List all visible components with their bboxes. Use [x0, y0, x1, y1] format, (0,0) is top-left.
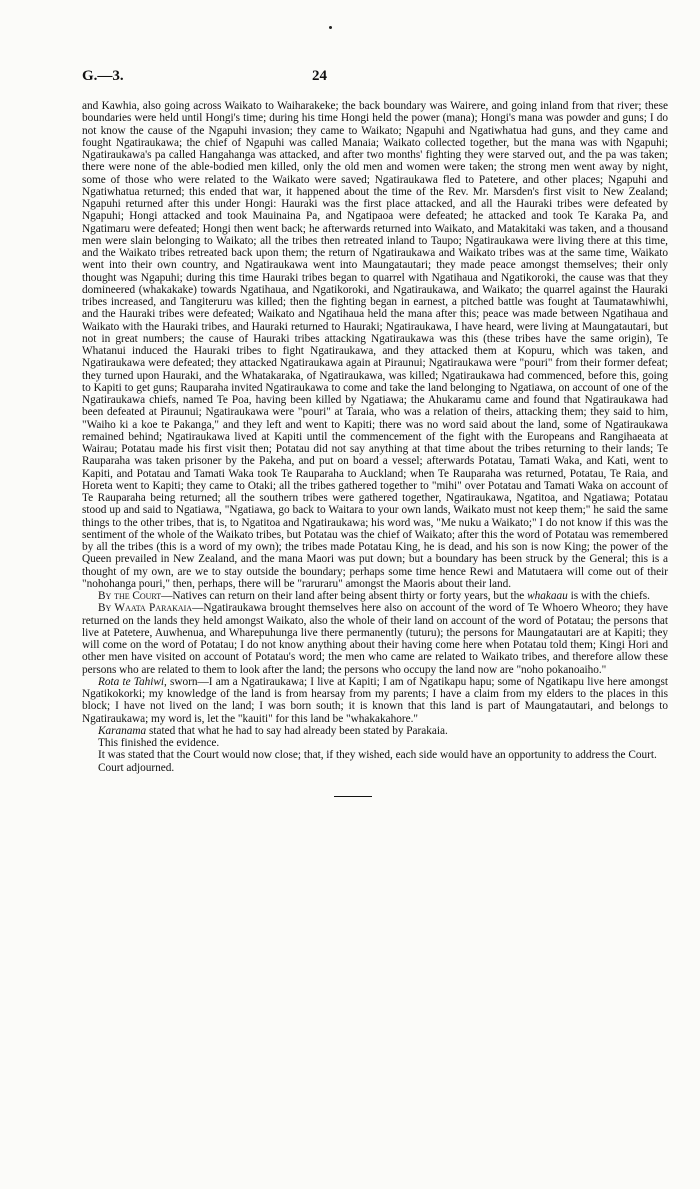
page-mark	[329, 26, 332, 29]
page-header	[82, 68, 666, 90]
speaker-court: By the Court	[98, 590, 162, 602]
paragraph-parakaia-statement	[82, 602, 668, 676]
court-statement-end: is with the chiefs.	[567, 590, 650, 602]
document-body	[82, 100, 668, 774]
tahiwi-testimony-text: , sworn—I am a Ngatiraukawa; I live at Kapiti; I am of Ngatikapu hapu; some of Ngatikapu live here amongst Ngatikokorki; my knowledge of the land is from hearsay from my parents; I have a claim from my elders to the places in this block; I have not lived on the land; I was born south; it is known that this land is part of Maungatautari, and belongs to Ngatiraukawa; my word is, let the "kauiti" for this land be "whakakahore."	[82, 675, 668, 725]
court-statement-text: —Natives can return on their land after being absent thirty or forty years, but the	[161, 590, 525, 602]
document-reference: G.—3.	[82, 68, 124, 84]
witness-name: Rota te Tahiwi	[98, 675, 164, 688]
end-rule	[334, 796, 372, 797]
paragraph-court-close: It was stated that the Court would now close; that, if they wished, each side would have an opportunity to address the Court.	[98, 749, 657, 762]
speaker-karanama: Karanama	[98, 724, 147, 737]
page-number: 24	[312, 68, 327, 84]
karanama-statement-text: stated that what he had to say had already been stated by Parakaia.	[146, 724, 448, 737]
paragraph-adjourned: Court adjourned.	[98, 761, 175, 774]
paragraph-testimony: and Kawhia, also going across Waikato to Waiharakeke; the back boundary was Wairere, and going inland from that river; these boundaries were held until Hongi's time; during his time Hongi held the power (mana); Hongi's mana was powder and guns; I do not know the cause of the Ngapuhi invasion; they came to Waikato; Ngapuhi and Ngatiwhatua had guns, and they came and fought Ngatiraukawa; the chief of Ngapuhi was called Manaia; Waikato collected together, but the mana was with Ngapuhi; Ngatiraukawa's pa called Hangahanga was attacked, and after two months' fighting they were starved out, and the pa was taken; there were none of the able-bodied men killed, only the old men and women were taken; the strong men went away by night, some of those who were related to the Waikato were saved; Ngatiraukawa fled to Patetere, and other places; Ngapuhi and Ngatiwhatua returned; this ended that war, it happened about the time of the Rev. Mr. Marsden's first visit to New Zealand; Ngapuhi returned after this under Hongi: Hauraki was the first place attacked, and all the Hauraki tribes were defeated by Ngapuhi; Hongi attacked and took Mauinaina Pa, and Ngatipaoa were defeated; he attacked and took Te Karaka Pa, and Ngatimaru were defeated; Hongi then went back; he afterwards returned into Waikato, and Matakitaki was taken, and a thousand men were slain belonging to Waikato; all the tribes then retreated inland to Taupo; Ngatiraukawa were living there at this time, and the Waikato tribes retreated back upon them; the return of Ngatiraukawa and Waikato tribes was at the same time, Waikato went into their own country, and Ngatiraukawa went into Maungatautari; they made peace amongst themselves; their only thought was Ngapuhi; during this time Hauraki tribes began to quarrel with Ngatihaua and Ngatikoroki, the cause was that they domineered (whakakake) towards Ngatihaua, and Ngatikoroki, and Ngatiraukawa, and Waikato; the quarrel against the Hauraki tribes increased, and Tangiteruru was killed; then the fighting began in earnest, a pitched battle was fought at Taumatawhiwhi, and the Hauraki tribes were defeated; Waikato and Ngatihaua held the mana after this; peace was made between Ngatihaua and Waikato with the Hauraki tribes, and Hauraki returned to Hauraki; Ngatiraukawa, I have heard, were living at Maungatautari, but not in great numbers; the cause of Hauraki tribes attacking Ngatiraukawa was this (these tribes have the same origin), Te Whatanui induced the Hauraki tribes to fight Ngatiraukawa, and they attacked them at Kopuru, which was taken, and Ngatiraukawa were defeated; they attacked Ngatiraukawa again at Piraunui; Ngatiraukawa were "pouri" from their former defeat; they turned upon Hauraki, and the Whatakaraka, of Ngatiraukawa, was killed; Ngatiraukawa had commenced, before this, going to Kapiti to get guns; Rauparaha invited Ngatiraukawa to come and take the land belonging to Ngatiawa, on account of one of the Ngatiraukawa chiefs, named Te Poa, having been killed by Ngatiawa; the Ahukaramu came and found that Ngatiraukawa had been defeated at Piraunui; Ngatiraukawa were "pouri" at Taraia, who was a relation of theirs, attacking them; they said to him, "Waiho ki a koe te Pakanga," and they left and went to Kapiti; there was no word said about the land, some of Ngatiraukawa remained behind; Ngatiraukawa lived at Kapiti until the commencement of the fight with the Europeans and Rangihaeata at Wairau; Potatau made his first visit then; Potatau did not say anything at that time about the tribes returning to their lands; Te Rauparaha was taken prisoner by the Pakeha, and put on board a vessel; afterwards Potatau, Tamati Waka, and Kati, went to Kapiti, and Potatau and Tamati Waka took Te Rauparaha to Auckland; when Te Rauparaha was returned, Potatau, Te Raia, and Horeta went to Kapiti; they came to Otaki; all the tribes gathered together to "mihi" over Potatau and Tamati Waka on account of Te Rauparaha being returned; all the southern tribes were gathered together, Ngatiraukawa, Ngatitoa, and Ngatiawa; Potatau stood up and said to Ngatiawa, "Ngatiawa, go back to Waitara to your own lands, Waikato must not keep them;" he said the same things to the other tribes, that is, to Ngatitoa and Ngatiraukawa; his word was, "Me nuku a Waikato;" I do not know if this was the sentiment of the whole of the Waikato tribes, but Potatau was the chief of Waikato; after this the word of Potatau was remembered by all the tribes (this is a word of my own); the tribes made Potatau King, he is dead, and his son is now King; the power of the Queen prevailed in New Zealand, and the mana Maori was put down; but a boundary has been struck by the General; this is a thought of my own, are we to stay outside the boundary; perhaps some time hence Rewi and Matutaera will come out of their "nohohanga pouri," then, perhaps, there will be "raruraru" amongst the Maoris about their land.	[82, 100, 668, 590]
paragraph-evidence-finished: This finished the evidence.	[98, 737, 220, 749]
paragraph-karanama-statement	[82, 725, 668, 737]
parakaia-statement-text: —Ngatiraukawa brought themselves here also on account of the word of Te Whoero Wheoro; they have returned on the lands they held amongst Waikato, also the whole of their land on account of the word of Potatau; the persons that live at Patetere, Auwhenua, and Wharepuhunga live there permanently (tuturu); the persons for Maungatautari are at Kapiti; they will come on the word of Potatau; I do not know anything about their having come here when Potatau told them; Kingi Hori and other men have visited on account of Potatau's word; the men who came are related to Waikato tribes, and therefore allow these persons who are related to them to look after the land; the persons who occupy the land now are "noho pokanoaiho."	[82, 602, 668, 676]
speaker-parakaia: By Waata Parakaia	[98, 602, 193, 615]
paragraph-tahiwi-testimony	[82, 676, 668, 725]
paragraph-court-statement	[82, 590, 668, 602]
italic-term: whakaau	[527, 590, 568, 602]
